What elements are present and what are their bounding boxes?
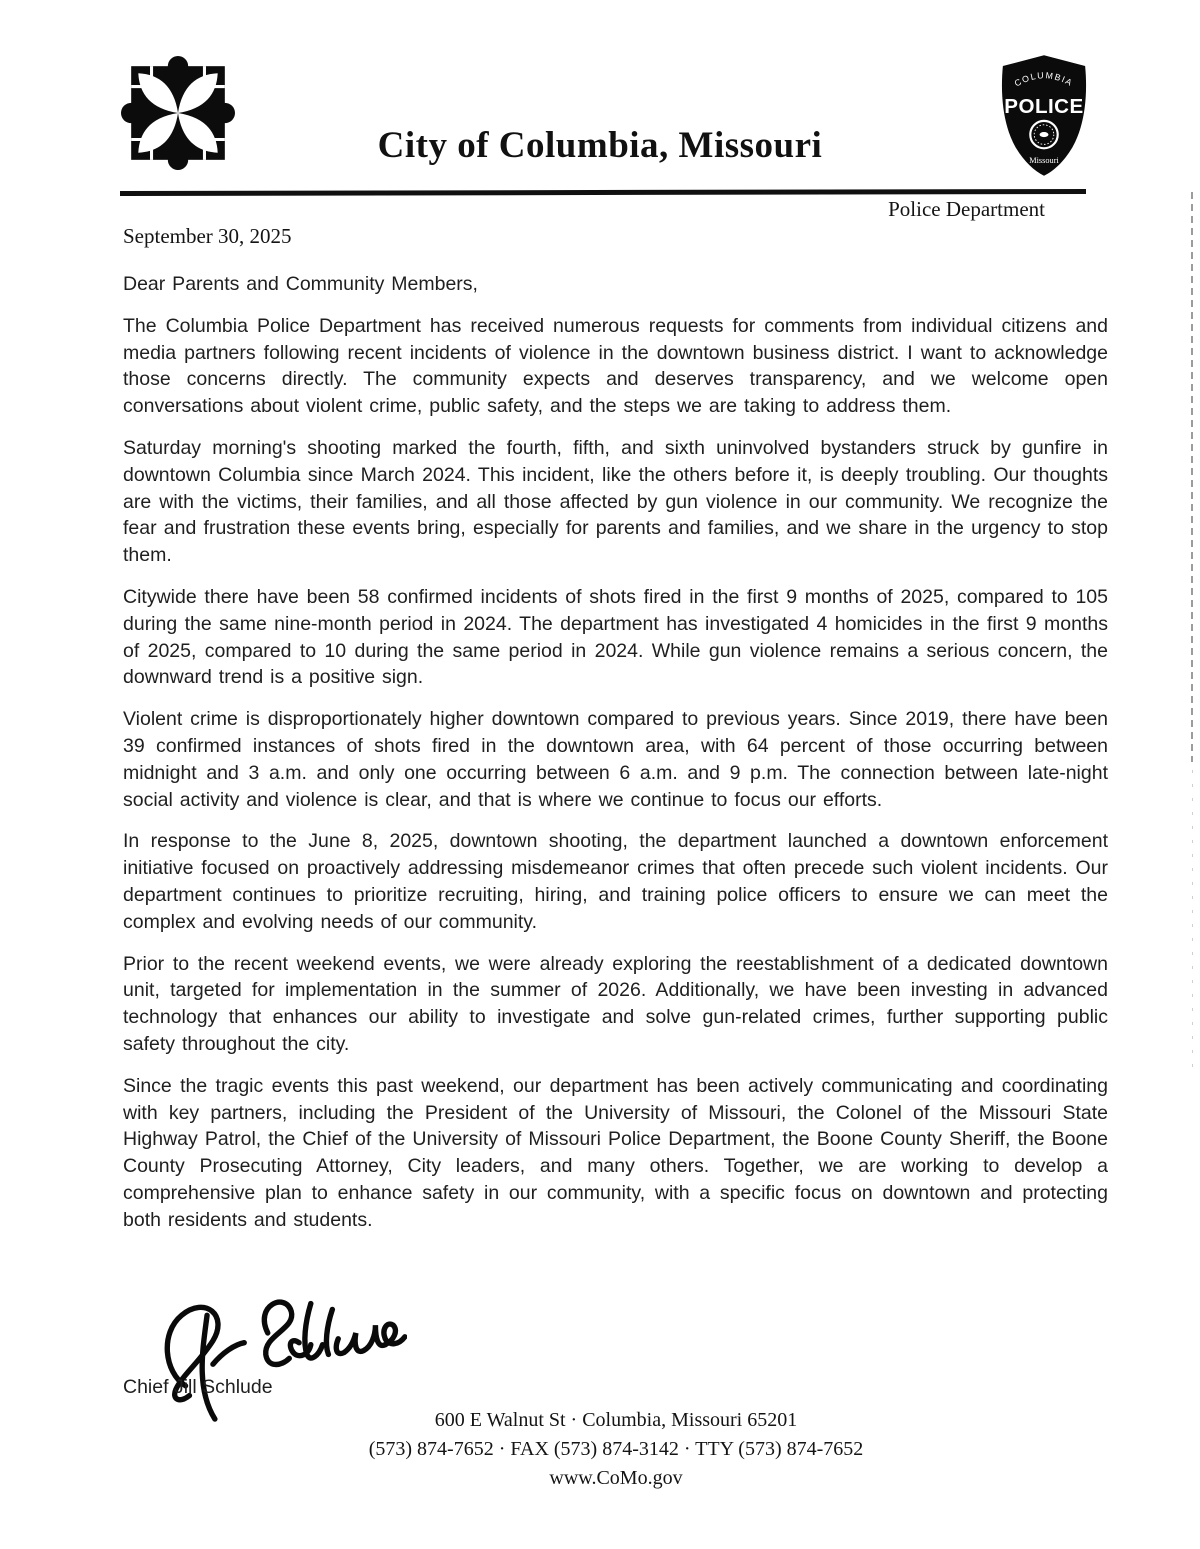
scan-artifact-line	[1192, 770, 1193, 1070]
signature-handwriting	[152, 1282, 407, 1422]
scan-artifact-line	[1191, 192, 1193, 762]
badge-main-text: POLICE	[1004, 95, 1084, 119]
header-divider	[120, 189, 1086, 196]
badge-bottom-text: Missouri	[1029, 155, 1059, 165]
letter-paragraph: In response to the June 8, 2025, downtown shooting, the department launched a downtown enforcement initiative focused on proactively addressing misdemeanor crimes that often precede such violent incidents. Our department continues to prioritize recruiting, hiring, and training police officers to ensure we can meet the complex and evolving needs of our community.	[123, 830, 1108, 933]
letter-paragraph: Prior to the recent weekend events, we were already exploring the reestablishment of a dedicated downtown unit, targeted for implementation in the summer of 2026. Additionally, we have been investing in advanced technology that enhances our ability to investigate and solve gun-related crimes, further supporting public safety throughout the city.	[123, 952, 1108, 1055]
footer	[16, 1406, 1200, 1493]
department-label: Police Department	[888, 197, 1045, 221]
badge-top-text: COLUMBIA	[1012, 70, 1075, 89]
footer-website: www.CoMo.gov	[549, 1467, 683, 1489]
letter-paragraph: The Columbia Police Department has received numerous requests for comments from individual citizens and media partners following recent incidents of violence in the downtown business district. I want to acknowledge those concerns directly. The community expects and deserves transparency, and we welcome open conversations about violent crime, public safety, and the steps we are taking to address them.	[123, 314, 1108, 418]
footer-phone: (573) 874-7652 · FAX (573) 874-3142 · TTY (573) 874-7652	[368, 1438, 864, 1460]
footer-address: 600 E Walnut St · Columbia, Missouri 65201	[434, 1409, 798, 1431]
letter-paragraph: Since the tragic events this past weekend, our department has been actively communicating and coordinating with key partners, including the President of the University of Missouri, the Colonel of the Missouri State Highway Patrol, the Chief of the University of Missouri Police Department, the Boone County Sheriff, the Boone County Prosecuting Attorney, City leaders, and many others. Together, we are working to develop a comprehensive plan to enhance safety in our community, with a specific focus on downtown and protecting both residents and students.	[123, 1074, 1108, 1231]
letter-body	[123, 271, 1108, 1249]
police-badge-icon	[997, 52, 1091, 178]
salutation: Dear Parents and Community Members,	[123, 273, 478, 295]
letter-date: September 30, 2025	[123, 224, 292, 248]
page-title: City of Columbia, Missouri	[377, 125, 823, 166]
signoff-name: Chief Jill Schlude	[123, 1376, 273, 1398]
letter-paragraph: Violent crime is disproportionately higher downtown compared to previous years. Since 2019, there have been 39 confirmed instances of shots fired in the downtown area, with 64 percent of those occurring between midnight and 3 a.m. and only one occurring between 6 a.m. and 9 p.m. The connection between late-night social activity and violence is clear, and that is where we continue to focus our efforts.	[123, 708, 1108, 811]
letter-paragraph: Saturday morning's shooting marked the fourth, fifth, and sixth uninvolved bystanders struck by gunfire in downtown Columbia since March 2024. This incident, like the others before it, is deeply troubling. Our thoughts are with the victims, their families, and all those affected by gun violence in our community. We recognize the fear and frustration these events bring, especially for parents and families, and we share in the urgency to stop them.	[123, 436, 1108, 567]
letter-paragraph: Citywide there have been 58 confirmed incidents of shots fired in the first 9 months of 2025, compared to 105 during the same nine-month period in 2024. The department has investigated 4 homicides in the first 9 months of 2025, compared to 10 during the same period in 2024. While gun violence remains a serious concern, the downward trend is a positive sign.	[123, 585, 1108, 689]
